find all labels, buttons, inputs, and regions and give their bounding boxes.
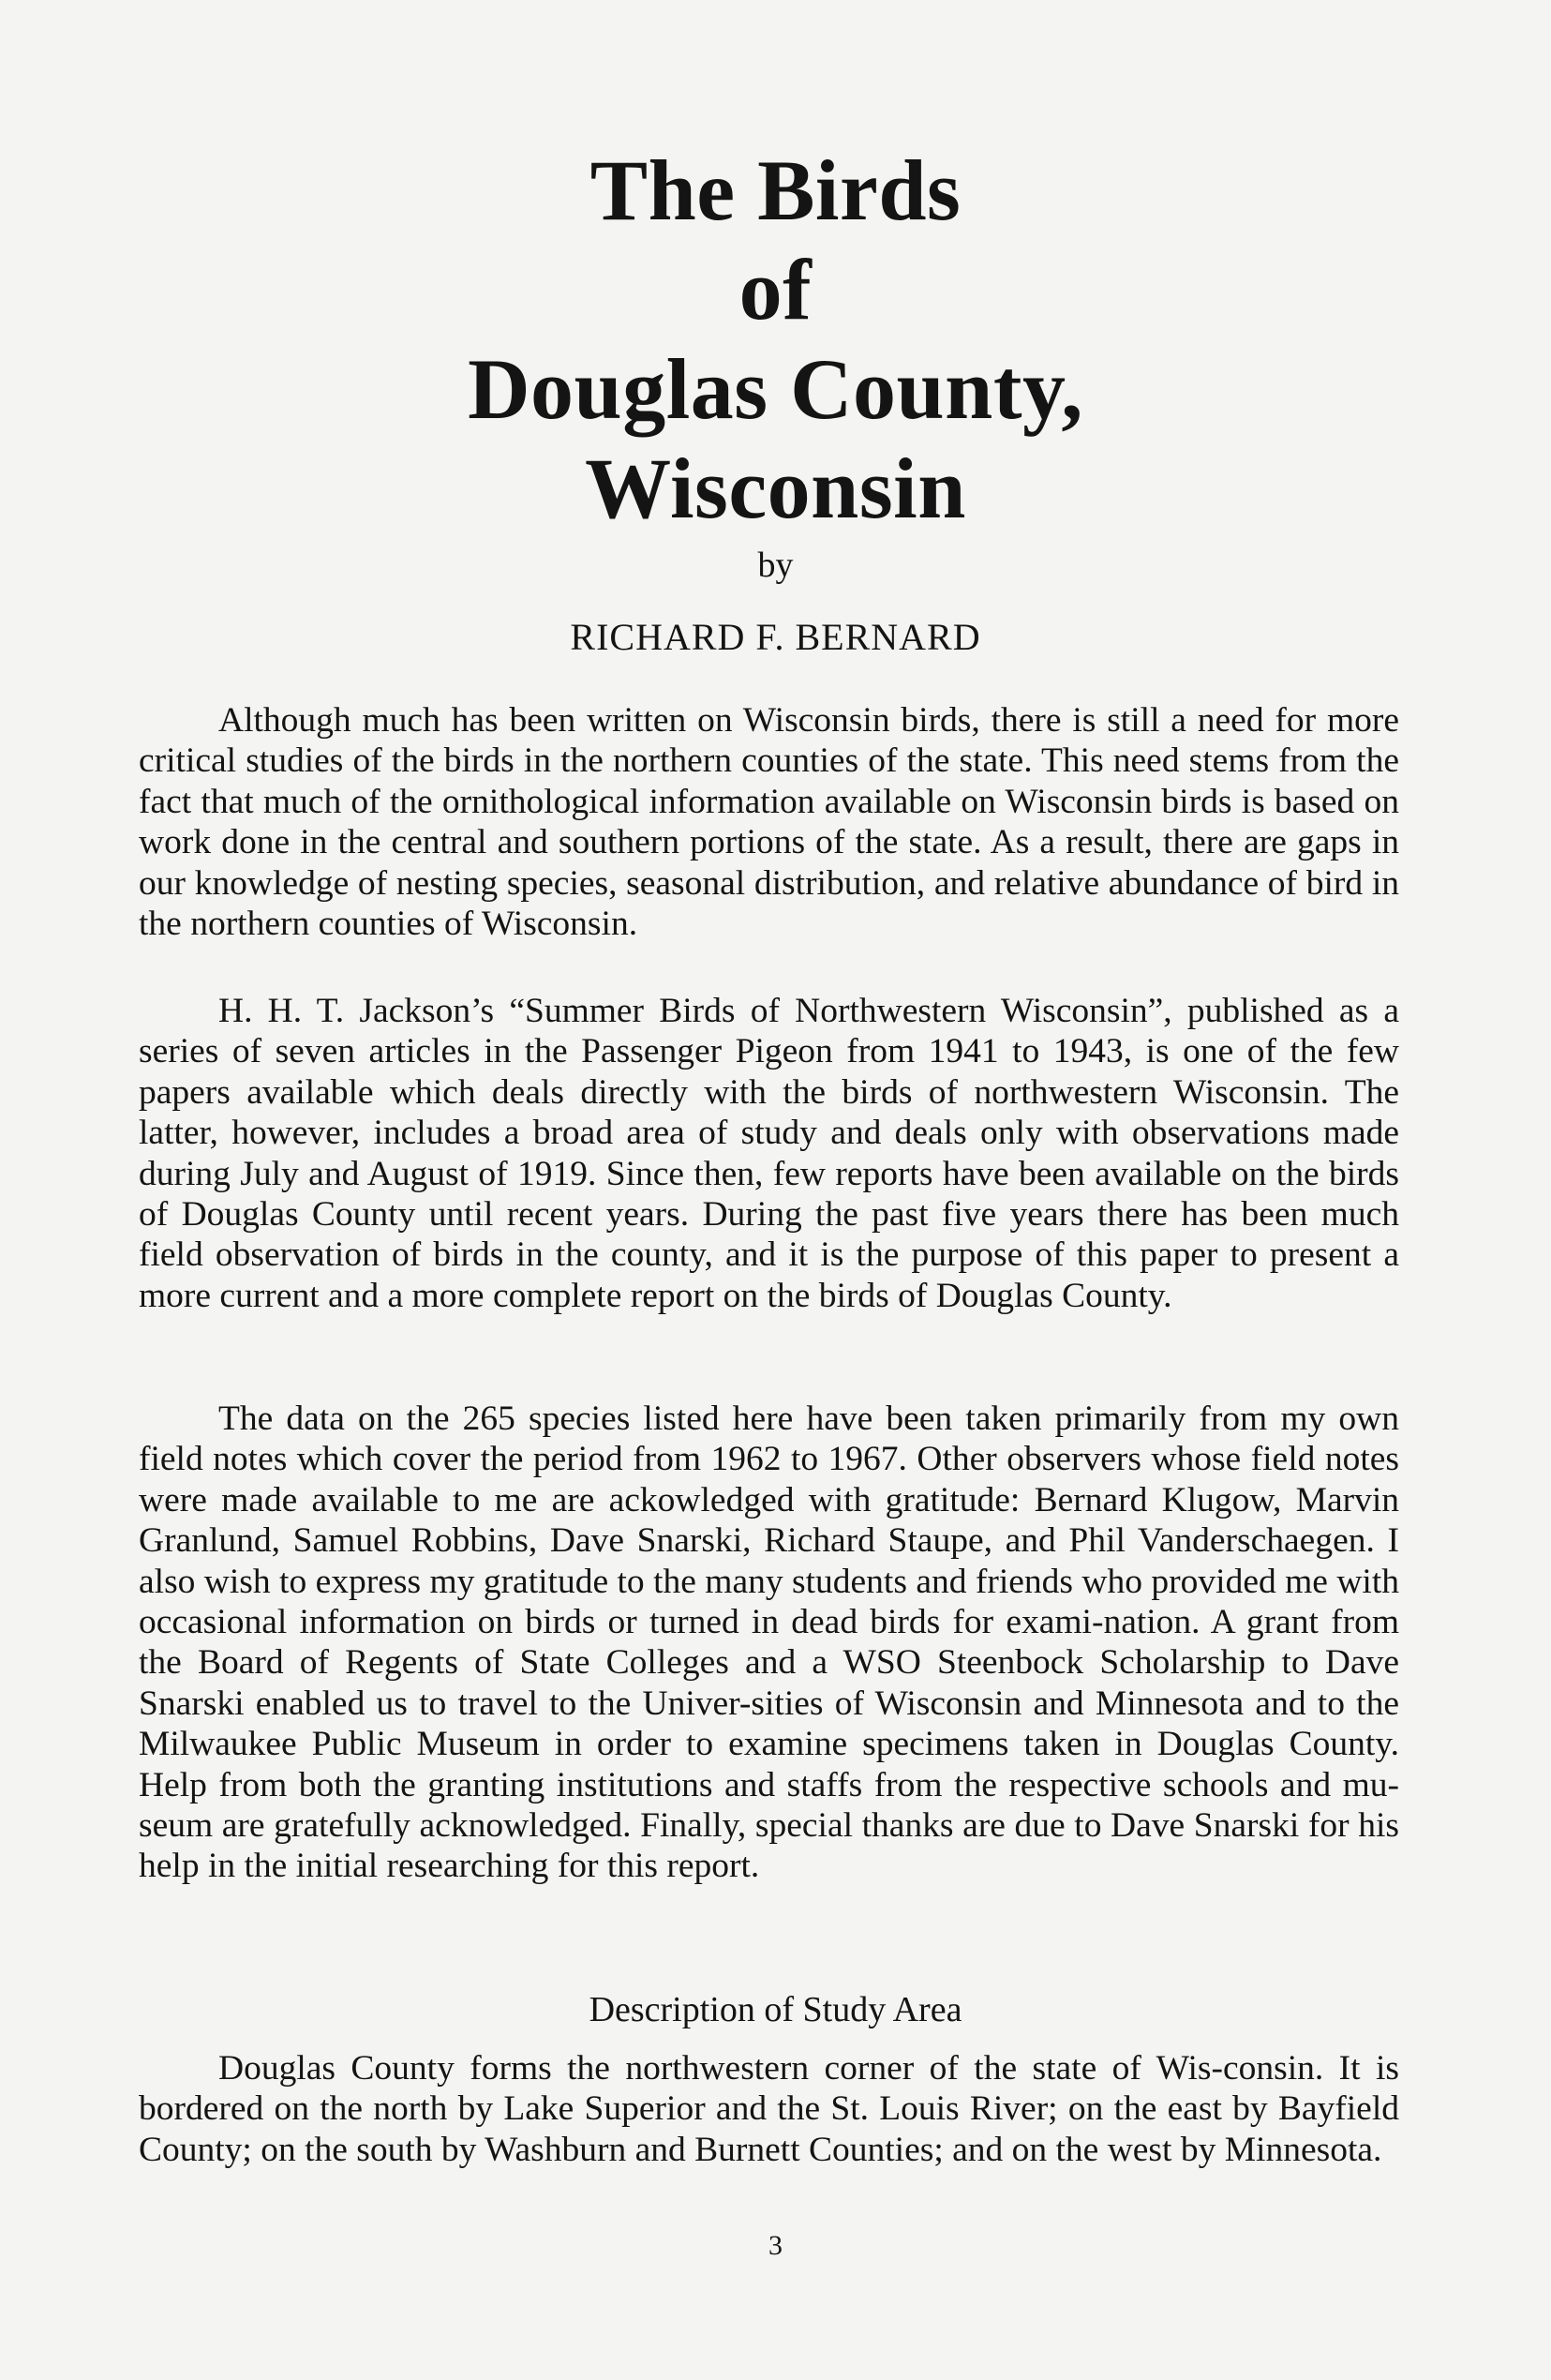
paragraph-4 bbox=[139, 2048, 1399, 2170]
page-number: 3 bbox=[768, 2230, 783, 2261]
paragraph-3 bbox=[139, 1399, 1399, 1887]
author-name: RICHARD F. BERNARD bbox=[570, 616, 981, 658]
byline: by bbox=[757, 546, 794, 585]
title-line-1: The Birds bbox=[589, 142, 962, 238]
title-line-4: Wisconsin bbox=[585, 441, 966, 536]
title-line-3: Douglas County, bbox=[468, 341, 1083, 437]
section-heading: Description of Study Area bbox=[589, 1990, 962, 2029]
article-title bbox=[0, 141, 1551, 538]
paragraph-2 bbox=[139, 991, 1399, 1316]
paragraph-3-text: The data on the 265 species listed here have been taken primarily from my own field notes which cover the period from 1962 to 1967. Other observers whose field notes were made available to me are ackowledged with gratitude: Bernard Klugow, Marvin Granlund, Samuel Robbins, Dave Snarski, Richard Staupe, and Phil Vanderschaegen. I also wish to express my gratitude to the many students and friends who provided me with occasional information on birds or turned in dead birds for exami-nation. A grant from the Board of Regents of State Colleges and a WSO Steenbock Scholarship to Dave Snarski enabled us to travel to the Univer-sities of Wisconsin and Minnesota and to the Milwaukee Public Museum in order to examine specimens taken in Douglas County. Help from both the granting institutions and staffs from the respective schools and mu-seum are gratefully acknowledged. Finally, special thanks are due to Dave Snarski for his help in the initial researching for this report. bbox=[139, 1400, 1399, 1886]
paragraph-4-text: Douglas County forms the northwestern corner of the state of Wis-consin. It is bordered on the north by Lake Superior and the St. Louis River; on the east by Bayfield County; on the south by Washburn and Burnett Counties; and on the west by Minnesota. bbox=[139, 2049, 1399, 2169]
paragraph-1-text: Although much has been written on Wisconsin birds, there is still a need for more critical studies of the birds in the northern counties of the state. This need stems from the fact that much of the ornithological information available on Wisconsin birds is based on work done in the central and southern portions of the state. As a result, there are gaps in our knowledge of nesting species, seasonal distribution, and relative abundance of bird in the northern counties of Wisconsin. bbox=[139, 701, 1399, 944]
paragraph-1 bbox=[139, 700, 1399, 944]
paragraph-2-text: H. H. T. Jackson’s “Summer Birds of Northwestern Wisconsin”, published as a series of seven articles in the Passenger Pigeon from 1941 to 1943, is one of the few papers available which deals directly with the birds of northwestern Wisconsin. The latter, however, includes a broad area of study and deals only with observations made during July and August of 1919. Since then, few reports have been available on the birds of Douglas County until recent years. During the past five years there has been much field observation of birds in the county, and it is the purpose of this paper to present a more current and a more complete report on the birds of Douglas County. bbox=[139, 992, 1399, 1315]
title-line-2: of bbox=[738, 242, 813, 337]
